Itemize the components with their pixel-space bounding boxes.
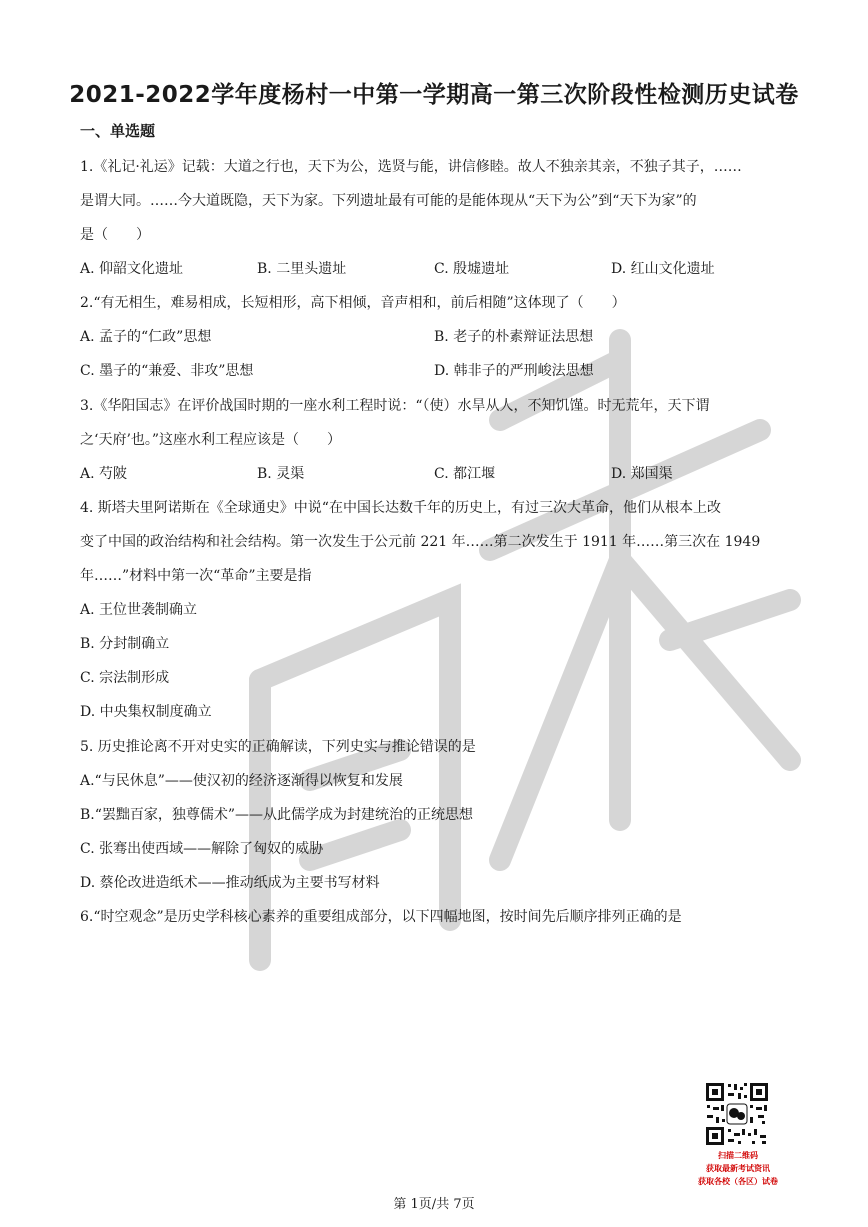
question-1-option-a: A. 仰韶文化遗址: [80, 261, 184, 277]
question-5-option-c: C. 张骞出使西域——解除了匈奴的威胁: [80, 841, 324, 857]
qr-code-icon: [704, 1081, 770, 1147]
question-4-option-a: A. 王位世袭制确立: [80, 602, 198, 618]
question-3-option-c: C. 都江堰: [434, 466, 496, 482]
question-4-option-d: D. 中央集权制度确立: [80, 704, 212, 720]
question-5-option-d: D. 蔡伦改进造纸术——推动纸成为主要书写材料: [80, 875, 380, 891]
question-1-option-d: D. 红山文化遗址: [611, 261, 715, 277]
question-3-option-b: B. 灵渠: [257, 466, 305, 482]
question-2-option-a: A. 孟子的“仁政”思想: [80, 329, 212, 345]
question-3-line-2: 之‘天府’也。”这座水利工程应该是（ ）: [80, 432, 342, 448]
question-5-option-a: A.“与民休息”——使汉初的经济逐渐得以恢复和发展: [80, 773, 403, 789]
question-1-option-c: C. 殷墟遗址: [434, 261, 510, 277]
question-4-line-2: 变了中国的政治结构和社会结构。第一次发生于公元前 221 年……第二次发生于 1911 年……第三次在 1949: [80, 534, 761, 550]
question-1-line-1: 1.《礼记·礼运》记载：大道之行也，天下为公，选贤与能，讲信修睦。故人不独亲其亲，不独子其子，……: [80, 159, 742, 175]
question-4-option-c: C. 宗法制形成: [80, 670, 170, 686]
question-4-line-1: 4. 斯塔夫里阿诺斯在《全球通史》中说“在中国长达数千年的历史上，有过三次大革命，他们从根本上改: [80, 500, 721, 516]
question-6-line-1: 6.“时空观念”是历史学科核心素养的重要组成部分，以下四幅地图，按时间先后顺序排列正确的是: [80, 909, 682, 925]
question-3-option-d: D. 郑国渠: [611, 466, 673, 482]
question-1-option-b: B. 二里头遗址: [257, 261, 347, 277]
question-5-option-b: B.“罢黜百家，独尊儒术”——从此儒学成为封建统治的正统思想: [80, 807, 474, 823]
question-2-option-c: C. 墨子的“兼爱、非攻”思想: [80, 363, 254, 379]
question-4-option-b: B. 分封制确立: [80, 636, 170, 652]
question-1-line-3: 是（ ）: [80, 227, 150, 243]
question-3-option-a: A. 芍陂: [80, 466, 128, 482]
question-4-line-3: 年……”材料中第一次“革命”主要是指: [80, 568, 312, 584]
question-2-option-b: B. 老子的朴素辩证法思想: [434, 329, 594, 345]
question-2-line-1: 2.“有无相生，难易相成，长短相形，高下相倾，音声相和，前后相随”这体现了（ ）: [80, 295, 626, 311]
question-5-line-1: 5. 历史推论离不开对史实的正确解读，下列史实与推论错误的是: [80, 739, 476, 755]
page-title: 2021-2022学年度杨村一中第一学期高一第三次阶段性检测历史试卷: [69, 82, 799, 108]
question-1-line-2: 是谓大同。……今大道既隐，天下为家。下列遗址最有可能的是能体现从“天下为公”到“天下为家”的: [80, 193, 697, 209]
question-2-option-d: D. 韩非子的严刑峻法思想: [434, 363, 594, 379]
section-heading: 一、单选题: [80, 122, 156, 140]
qr-caption-line-2: 获取最新考试资讯: [706, 1164, 770, 1173]
qr-caption-line-1: 扫描二维码: [718, 1151, 758, 1160]
question-3-line-1: 3.《华阳国志》在评价战国时期的一座水利工程时说：“（使）水旱从人，不知饥馑。时无荒年，天下谓: [80, 398, 710, 414]
page-footer: 第 1页/共 7页: [393, 1197, 475, 1212]
qr-caption-line-3: 获取各校（各区）试卷: [698, 1177, 778, 1186]
